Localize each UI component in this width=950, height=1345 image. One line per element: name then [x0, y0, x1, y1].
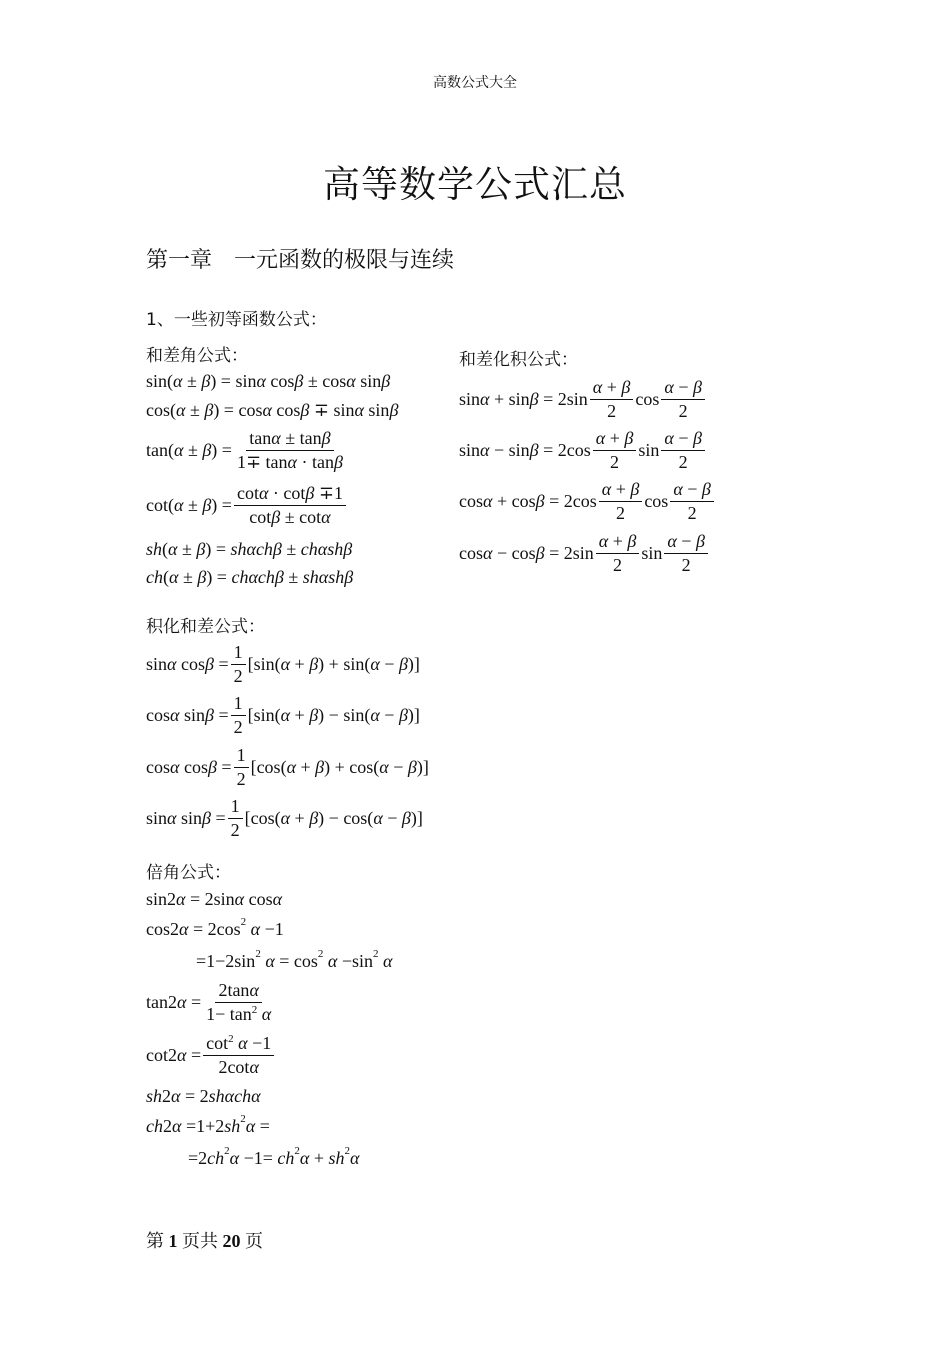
- formula-cos-cos-product: cos α cos β = $\frac{1}{2}$ [cos( α + β ) + cos( α − β )]: [146, 744, 429, 789]
- footer-page-number: 1: [168, 1231, 178, 1251]
- footer-middle: 页共: [182, 1231, 218, 1252]
- page-footer: [146, 1227, 263, 1253]
- formula-cos-double: cos2 α = 2cos $^2$ α −1: [146, 915, 284, 939]
- formula-cos-sum: cos( α ± β ) = cos α cos β ∓ sin α sin β: [146, 400, 399, 420]
- formula-sin-sum: sin( α ± β ) = sin α cos β ± cos α sin β: [146, 371, 391, 391]
- formula-ch-sum: ch ( α ± β ) = chαchβ ± shαshβ: [146, 567, 354, 587]
- footer-suffix: 页: [245, 1231, 263, 1252]
- formula-cos-minus-cos: cos α − cos β = 2sin $\frac{\alpha + \beta}{2}$ sin $\frac{\alpha - \beta}{2}$: [459, 529, 710, 577]
- label-sum-to-product: 和差化积公式：: [459, 350, 578, 370]
- chapter-heading: 第一章 一元函数的极限与连续: [146, 248, 455, 273]
- formula-tan-double: tan2 α = $\frac{2\tan\alpha}{1- \tan^2 \alpha}$: [146, 979, 272, 1024]
- label-double-angle: 倍角公式：: [146, 863, 231, 883]
- formula-sh-double: sh 2 α = 2 shαchα: [146, 1086, 261, 1106]
- formula-sh-sum: sh ( α ± β ) = shαchβ ± chαshβ: [146, 539, 353, 559]
- formula-cos-double-cont: =1−2sin $^2$ α = cos $^2$ α −sin $^2$ α: [196, 947, 393, 971]
- formula-sin-cos-product: sin α cos β = $\frac{1}{2}$ [sin( α + β ) + sin( α − β )]: [146, 641, 420, 686]
- formula-cos-sin-product: cos α sin β = $\frac{1}{2}$ [sin( α + β ) − sin( α − β )]: [146, 692, 420, 737]
- page-title: 高等数学公式汇总: [323, 163, 627, 206]
- formula-ch-double-cont: =2 ch $^2$ α −1= ch $^2$ α + sh $^2$ α: [188, 1144, 360, 1168]
- footer-total-pages: 20: [222, 1231, 241, 1251]
- section-heading: 1、一些初等函数公式：: [146, 310, 327, 330]
- formula-cot-double: cot2 α = $\frac{\cot^2 \alpha -1}{2\cot\alpha}$: [146, 1031, 276, 1079]
- label-product-to-sum: 积化和差公式：: [146, 617, 265, 637]
- footer-prefix: 第: [146, 1231, 164, 1252]
- formula-sin-sin-product: sin α sin β = $\frac{1}{2}$ [cos( α + β ) − cos( α − β )]: [146, 795, 423, 840]
- formula-sin-double: sin2 α = 2sin α cos α: [146, 889, 283, 909]
- formula-cos-plus-cos: cos α + cos β = 2cos $\frac{\alpha + \beta}{2}$ cos $\frac{\alpha - \beta}{2}$: [459, 477, 716, 525]
- label-sum-diff-angle: 和差角公式：: [146, 346, 248, 366]
- formula-ch-double: ch 2 α =1+2 sh $^2$ α =: [146, 1112, 270, 1136]
- formula-sin-plus-sin: sin α + sin β = 2sin $\frac{\alpha + \beta}{2}$ cos $\frac{\alpha - \beta}{2}$: [459, 375, 707, 423]
- page-header: 高数公式大全: [433, 75, 517, 91]
- formula-cot-sum: cot( α ± β ) = $\frac{\cot\alpha \cdot \cot\beta \mp 1}{\cot\beta \pm \cot\alpha}$: [146, 481, 348, 529]
- formula-tan-sum: tan( α ± β ) = $\frac{\tan\alpha \pm \tan\beta}{1\mp \tan\alpha \cdot \tan\beta}$: [146, 427, 343, 472]
- formula-sin-minus-sin: sin α − sin β = 2cos $\frac{\alpha + \beta}{2}$ sin $\frac{\alpha - \beta}{2}$: [459, 426, 707, 474]
